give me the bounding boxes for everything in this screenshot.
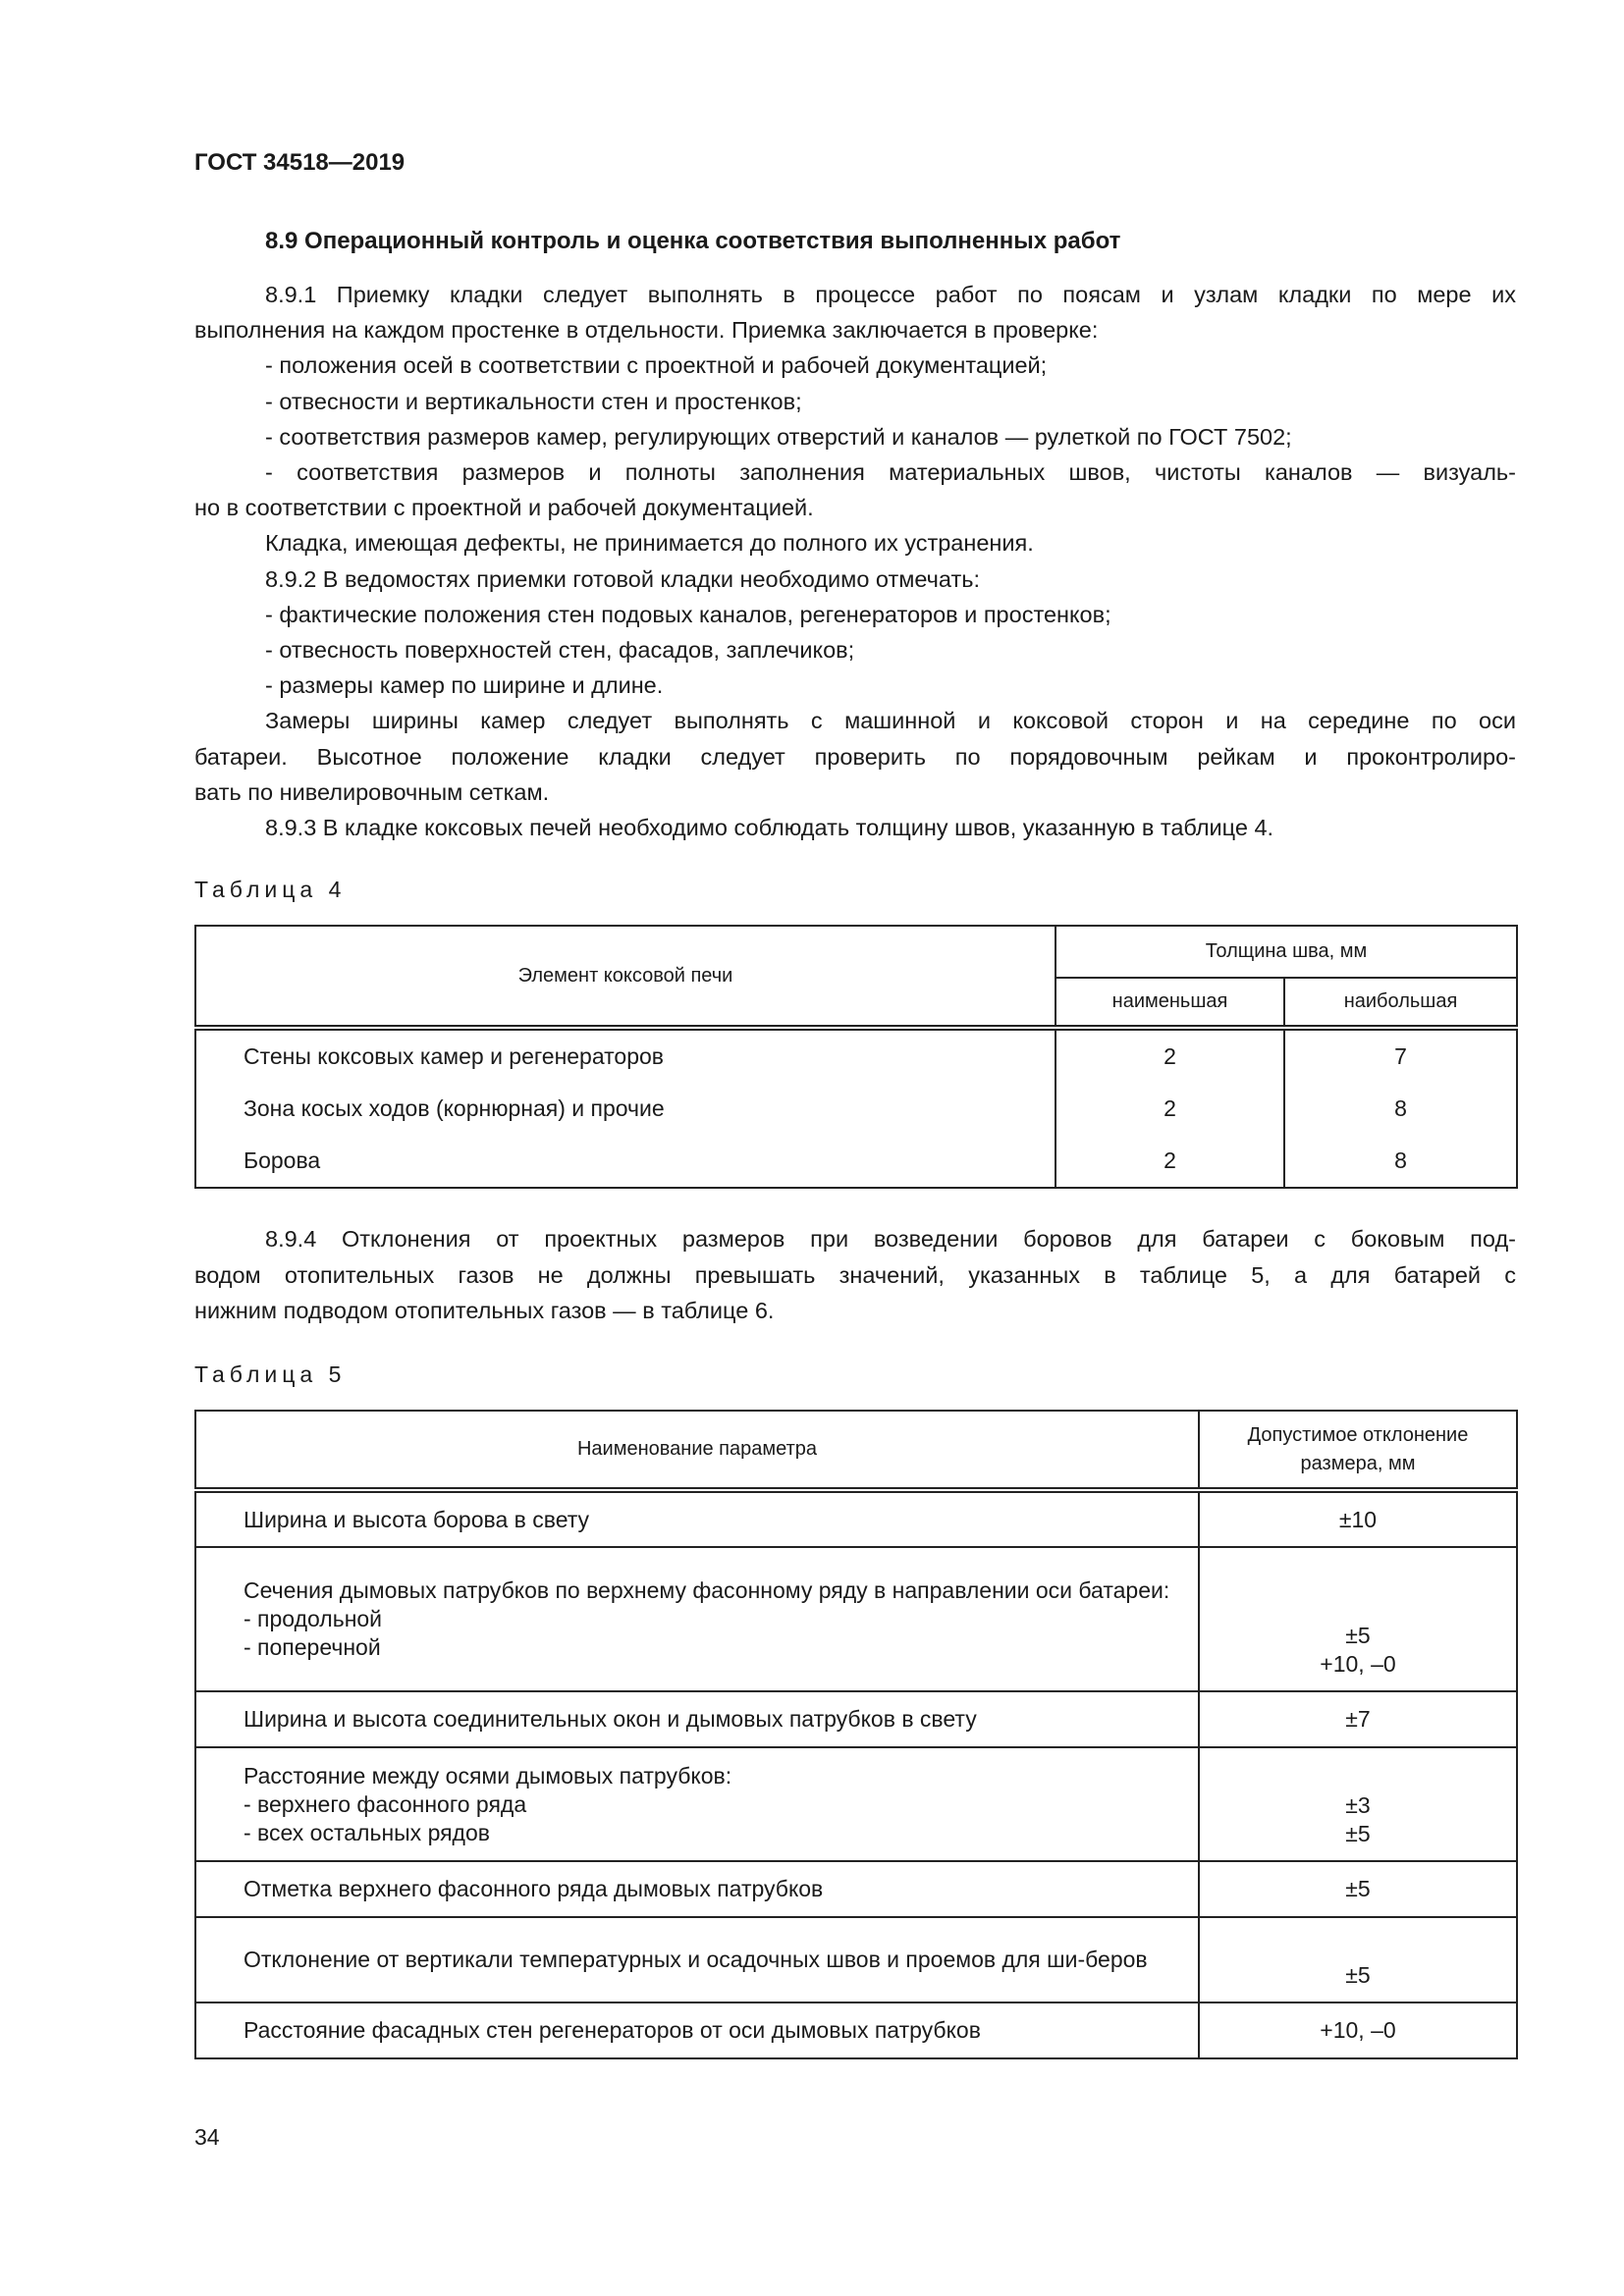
cell-min: 2	[1056, 1028, 1284, 1082]
table-4	[194, 925, 1518, 1189]
cell-param: Сечения дымовых патрубков по верхнему фасонному ряду в направлении оси батареи:	[244, 1577, 1170, 1603]
list-item: - положения осей в соответствии с проектной и рабочей документацией;	[265, 352, 1048, 379]
cell-element: Борова	[195, 1135, 1056, 1188]
cell-max: 7	[1284, 1028, 1517, 1082]
paragraph-8-9-4	[194, 1221, 1516, 1329]
header-param: Наименование параметра	[195, 1411, 1199, 1490]
paragraph-line: 8.9.3 В кладке коксовых печей необходимо соблюдать толщину швов, указанную в таблице 4.	[265, 815, 1274, 841]
table-row	[195, 1028, 1517, 1082]
cell-param: Расстояние фасадных стен регенераторов от оси дымовых патрубков	[244, 2017, 981, 2043]
paragraph-line: 8.9.4 Отклонения от проектных размеров при возведении боровов для батареи с боковым под-	[265, 1226, 1516, 1252]
cell-min: 2	[1056, 1135, 1284, 1188]
table-row	[195, 1547, 1517, 1691]
cell-sub-item: - всех остальных рядов	[244, 1819, 490, 1845]
document-id: ГОСТ 34518—2019	[194, 149, 406, 176]
cell-param: Ширина и высота борова в свету	[244, 1506, 590, 1532]
paragraph-line: но в соответствии с проектной и рабочей документацией.	[194, 495, 814, 521]
cell-max: 8	[1284, 1135, 1517, 1188]
table-row	[195, 1135, 1517, 1188]
table5-caption: Таблица 5	[194, 1362, 347, 1387]
cell-sub-item: - поперечной	[244, 1634, 381, 1660]
table-row	[195, 1917, 1517, 2002]
cell-value: +10, –0	[1320, 1651, 1396, 1677]
cell-min: 2	[1056, 1082, 1284, 1135]
cell-max: 8	[1284, 1082, 1517, 1135]
header-deviation-line1: Допустимое отклонение	[1247, 1423, 1469, 1446]
cell-element: Стены коксовых камер и регенераторов	[195, 1028, 1056, 1082]
paragraph-line: нижним подводом отопительных газов — в таблице 6.	[194, 1298, 775, 1323]
table-5	[194, 1410, 1518, 2059]
paragraph-line: Замеры ширины камер следует выполнять с машинной и коксовой сторон и на середине по оси	[265, 708, 1516, 734]
section-body	[194, 277, 1516, 845]
list-item: - соответствия размеров и полноты заполнения материальных швов, чистоты каналов — визуаль-	[265, 459, 1516, 486]
table-row	[195, 1747, 1517, 1861]
cell-param: Ширина и высота соединительных окон и дымовых патрубков в свету	[244, 1706, 977, 1732]
cell-value: ±5	[1199, 1917, 1517, 2002]
cell-value: ±3	[1345, 1792, 1371, 1818]
cell-value: ±10	[1199, 1490, 1517, 1547]
cell-element: Зона косых ходов (корнюрная) и прочие	[195, 1082, 1056, 1135]
cell-value: ±5	[1345, 1623, 1371, 1648]
table-row	[195, 1082, 1517, 1135]
page-number: 34	[194, 2124, 220, 2150]
table-row	[195, 1861, 1517, 1917]
paragraph-line: 8.9.2 В ведомостях приемки готовой кладки необходимо отмечать:	[265, 565, 981, 592]
table-row	[195, 1490, 1517, 1547]
header-deviation	[1199, 1411, 1517, 1490]
paragraph-line: водом отопительных газов не должны превышать значений, указанных в таблице 5, а для батарей с	[194, 1261, 1516, 1288]
table-row	[195, 1691, 1517, 1747]
list-item: - размеры камер по ширине и длине.	[265, 672, 664, 699]
cell-param: Отметка верхнего фасонного ряда дымовых патрубков	[244, 1876, 824, 1901]
list-item: - отвесность поверхностей стен, фасадов, заплечиков;	[265, 637, 855, 664]
cell-value: ±7	[1199, 1691, 1517, 1747]
cell-param: Отклонение от вертикали температурных и осадочных швов и проемов для ши-беров	[244, 1947, 1148, 1972]
cell-value: +10, –0	[1199, 2002, 1517, 2058]
paragraph-line: вать по нивелировочным сеткам.	[194, 778, 550, 805]
section-heading: 8.9 Операционный контроль и оценка соответствия выполненных работ	[265, 228, 1121, 254]
paragraph-line: выполнения на каждом простенке в отдельности. Приемка заключается в проверке:	[194, 317, 1099, 344]
header-element: Элемент коксовой печи	[195, 926, 1056, 1028]
table-row	[195, 2002, 1517, 2058]
cell-sub-item: - продольной	[244, 1606, 383, 1631]
list-item: - соответствия размеров камер, регулирующих отверстий и каналов — рулеткой по ГОСТ 7502;	[265, 423, 1292, 450]
cell-value: ±5	[1345, 1821, 1371, 1846]
paragraph-line: Кладка, имеющая дефекты, не принимается до полного их устранения.	[265, 530, 1034, 557]
header-min: наименьшая	[1056, 978, 1284, 1028]
cell-value: ±5	[1199, 1861, 1517, 1917]
table4-caption: Таблица 4	[194, 877, 347, 902]
paragraph-line: батареи. Высотное положение кладки следует проверить по порядовочным рейкам и проконтролиро-	[194, 743, 1516, 770]
cell-param: Расстояние между осями дымовых патрубков:	[244, 1762, 732, 1789]
header-thickness: Толщина шва, мм	[1056, 926, 1517, 978]
paragraph-line: 8.9.1 Приемку кладки следует выполнять в процессе работ по поясам и узлам кладки по мере их	[265, 282, 1516, 307]
list-item: - отвесности и вертикальности стен и простенков;	[265, 388, 802, 414]
header-deviation-line2: размера, мм	[1300, 1452, 1416, 1474]
list-item: - фактические положения стен подовых каналов, регенераторов и простенков;	[265, 601, 1111, 627]
header-max: наибольшая	[1284, 978, 1517, 1028]
cell-sub-item: - верхнего фасонного ряда	[244, 1790, 527, 1817]
